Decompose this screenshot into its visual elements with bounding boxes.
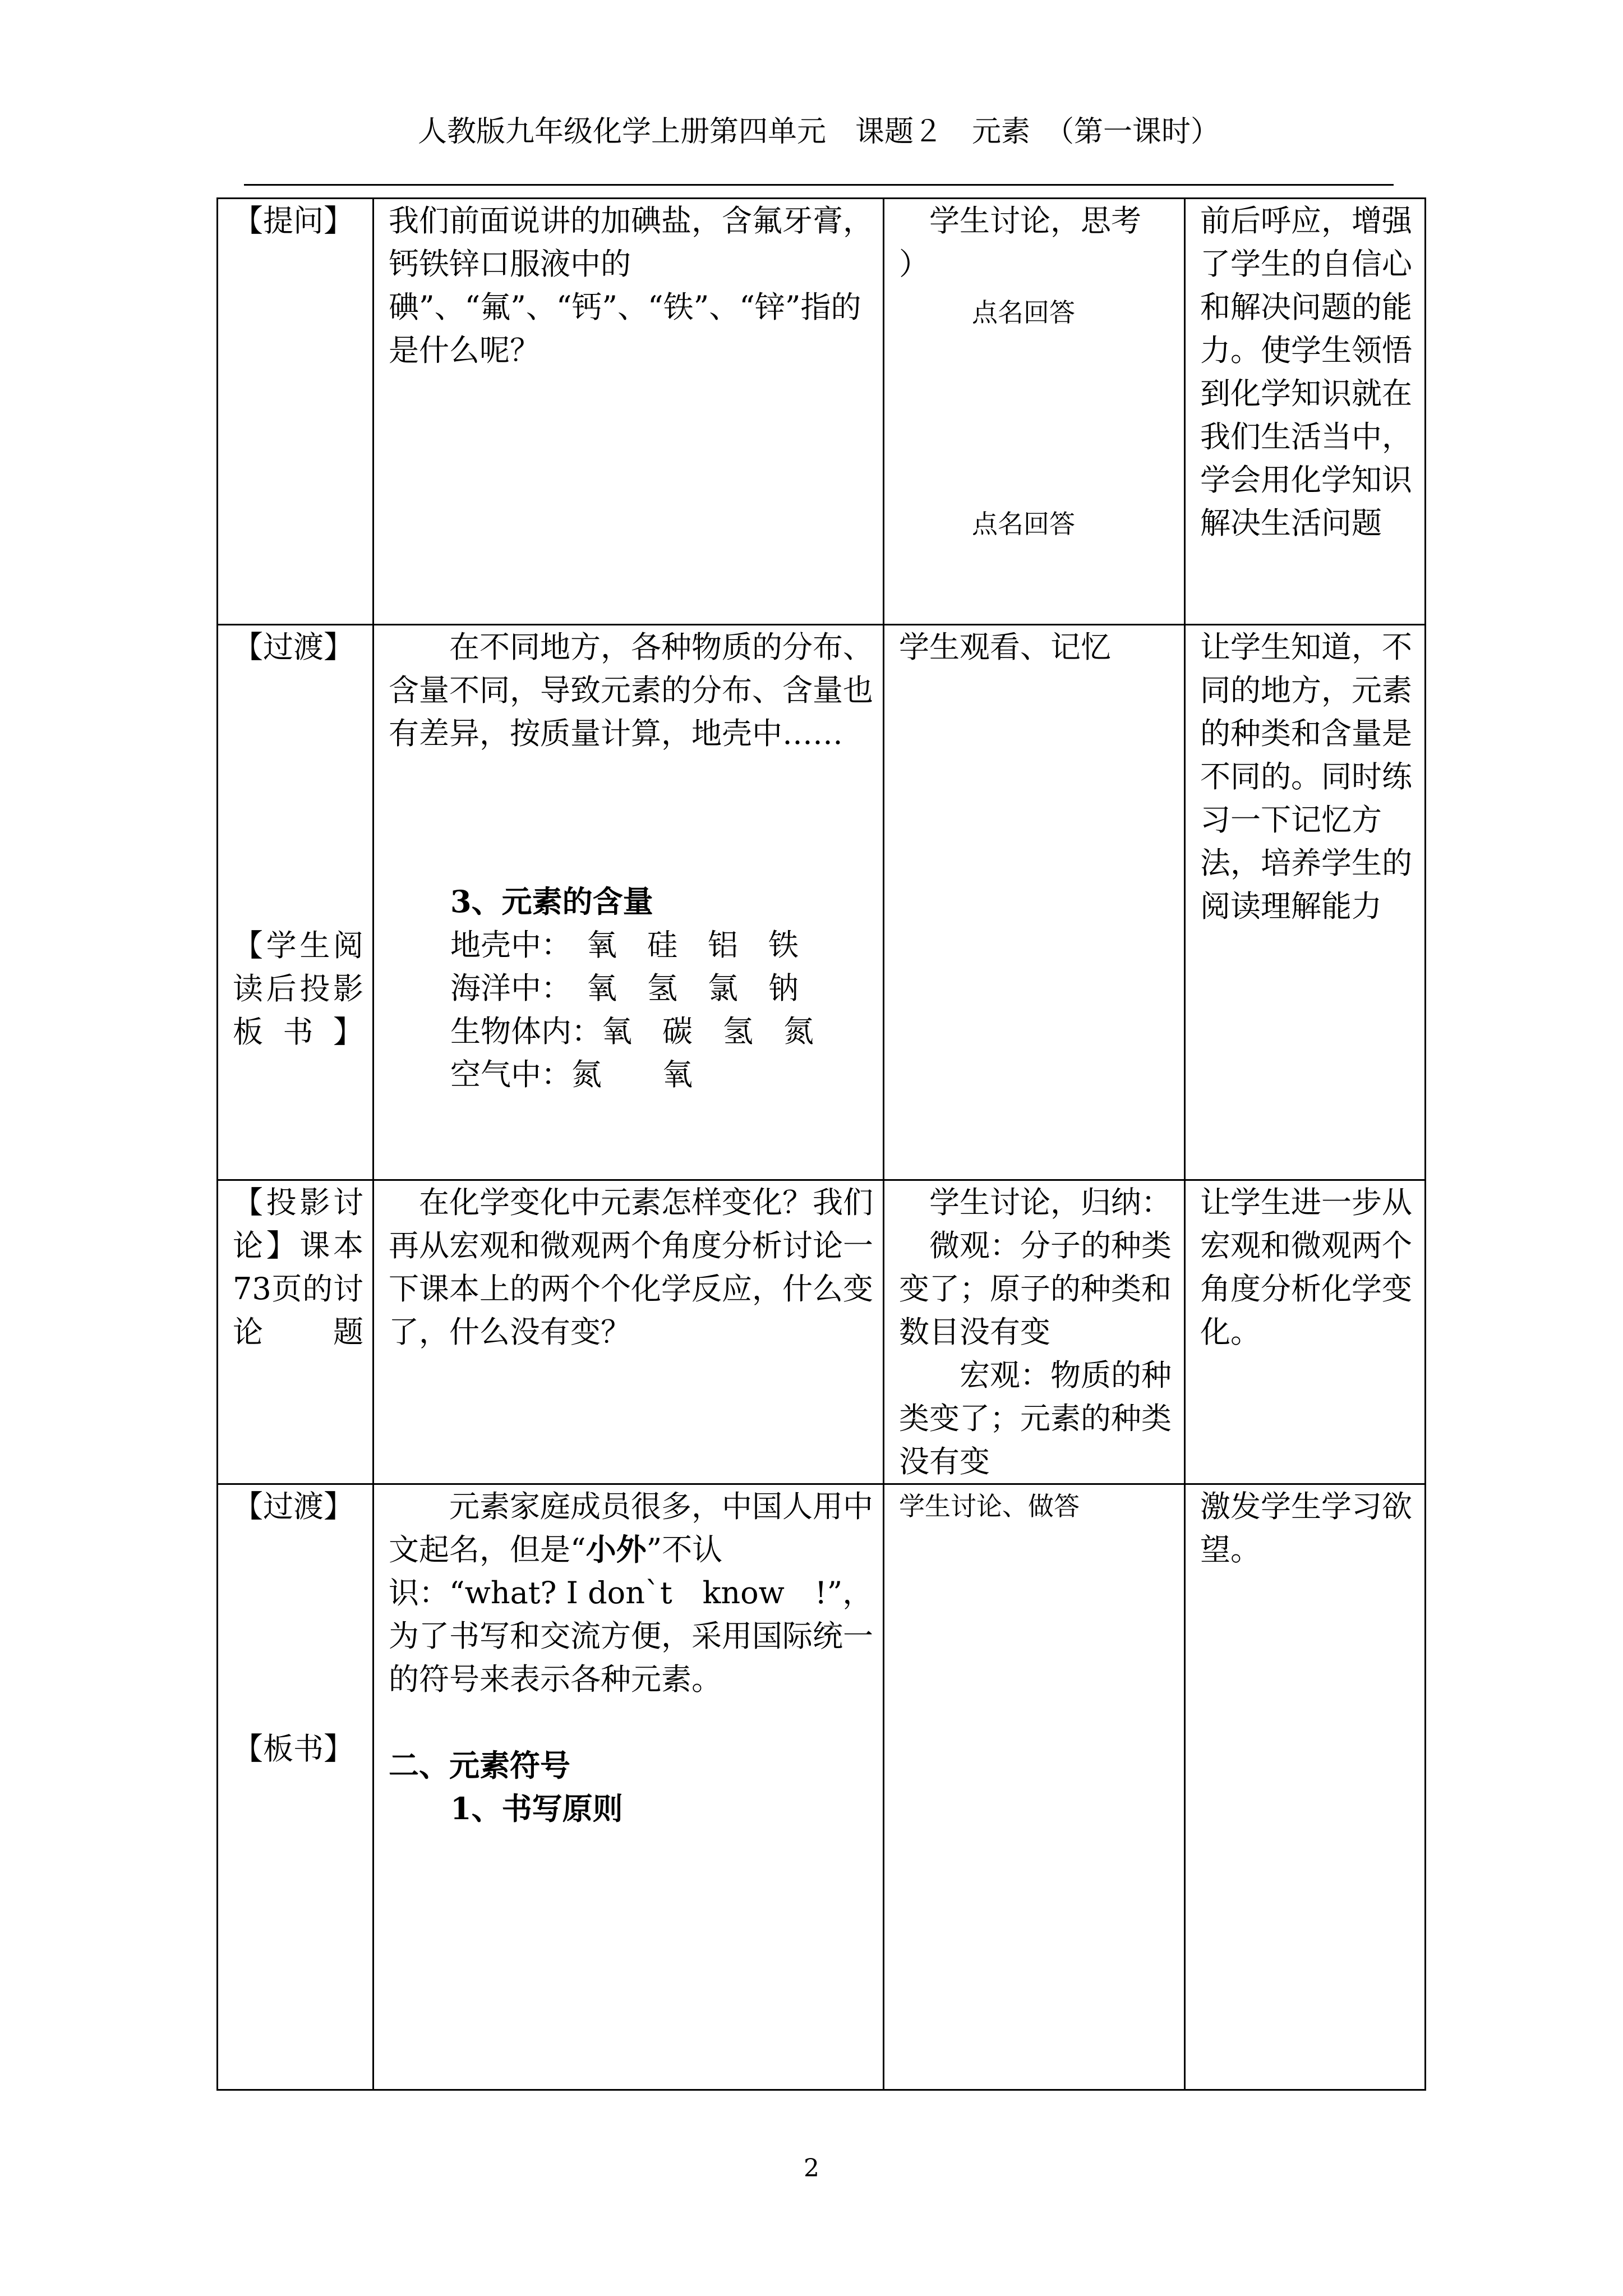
row4-label2: 【板书】 [233,1731,354,1766]
row1-label-cell [218,199,374,625]
row4-student: 学生讨论、做答 [899,1491,1080,1521]
row3-purpose: 让学生进一步从宏观和微观两个角度分析化学变化。 [1200,1185,1412,1350]
table-row [218,1484,1426,2090]
row1-student-1: 学生讨论，思考 [929,203,1141,238]
row1-student-2: ） [899,246,929,282]
row2-line-1: 地壳中： 氧 硅 铝 铁 [450,927,799,963]
row4-content-pre: 元素家庭成员很多，中国人用中文起名，但是“ [389,1489,873,1567]
page-header [244,112,1394,151]
row4-content-bold: 小外 [585,1531,647,1567]
row4-content [389,1485,874,1701]
row3-label-cell [218,1180,374,1484]
row4-student-cell [884,1484,1185,2090]
row3-label: 【投影讨论】课本73页的讨论题 [233,1185,363,1350]
table-row [218,199,1426,625]
row2-label: 【过渡】 [233,629,354,665]
row2-purpose: 让学生知道，不同的地方，元素的种类和含量是不同的。同时练习一下记忆方法，培养学生的阅读理解能力 [1200,629,1412,924]
row2-line-2: 海洋中： 氧 氢 氯 钠 [450,970,799,1006]
row1-student-cell [884,199,1185,625]
row1-student-4: 点名回答 [972,509,1075,539]
row2-content: 在不同地方，各种物质的分布、含量不同，导致元素的分布、含量也有差异，按质量计算，地壳中…… [389,629,873,751]
row3-student-1: 学生讨论，归纳： [929,1185,1172,1220]
table-row [218,625,1426,1180]
row3-student-3: 宏观：物质的种类变了；元素的种类没有变 [899,1358,1172,1479]
row4-content-cell [374,1484,884,2090]
row4-purpose-cell [1185,1484,1426,2090]
row1-purpose-cell [1185,199,1426,625]
row2-student: 学生观看、记忆 [899,629,1111,665]
row4-label: 【过渡】 [233,1489,354,1524]
row2-content-cell [374,625,884,1180]
row1-purpose: 前后呼应，增强了学生的自信心和解决问题的能力。使学生领悟到化学知识就在我们生活当中，学会用化学知识解决生活问题 [1200,203,1412,541]
row2-student-cell [884,625,1185,1180]
table-row [218,1180,1426,1484]
row2-line-3: 生物体内：氧 碳 氢 氮 [450,1014,814,1049]
row4-heading2: 1、书写原则 [450,1791,623,1826]
row3-student-cell [884,1180,1185,1484]
row3-content-cell [374,1180,884,1484]
page-number: 2 [804,2154,819,2183]
row1-content-cell [374,199,884,625]
row3-content: 在化学变化中元素怎样变化？我们再从宏观和微观两个角度分析讨论一下课本上的两个个化学反应，什么变了，什么没有变？ [389,1185,873,1350]
row1-label: 【提问】 [233,203,354,238]
row4-content-post: ”不认识：“what? I don`t know !”，为了书写和交流方便，采用国际统一的符号来表示各种元素。 [389,1532,873,1697]
row1-student-3: 点名回答 [972,297,1075,328]
lesson-table [216,197,1426,2091]
row4-label-cell [218,1484,374,2090]
row4-heading1: 二、元素符号 [389,1747,570,1783]
row2-label2: 【学生阅读后投影板书】 [233,928,363,1050]
row3-purpose-cell [1185,1180,1426,1484]
row2-label-cell [218,625,374,1180]
row1-content: 我们前面说讲的加碘盐，含氟牙膏，钙铁锌口服液中的碘”、“氟”、“钙”、“铁”、“锌”指的是什么呢？ [389,203,873,368]
row2-purpose-cell [1185,625,1426,1180]
row4-purpose: 激发学生学习欲望。 [1200,1489,1412,1567]
header-rule [244,184,1394,186]
row2-heading: 3、元素的含量 [450,884,653,919]
header-title: 人教版九年级化学上册第四单元 课题２ 元素 （第一课时） [417,115,1220,149]
row2-line-4: 空气中：氮 氧 [450,1057,693,1092]
row3-student-2: 微观：分子的种类变了；原子的种类和数目没有变 [899,1228,1172,1350]
